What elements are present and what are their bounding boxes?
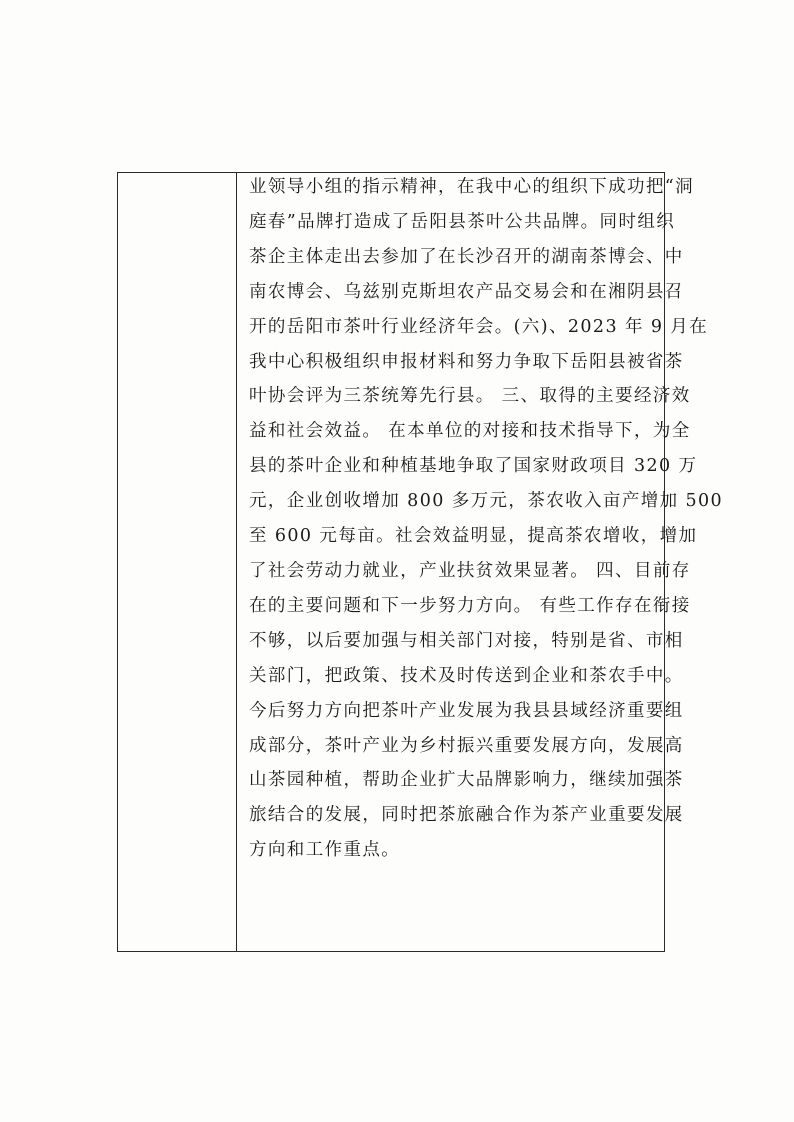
text-line: 开的岳阳市茶叶行业经济年会。(六)、2023 年 9 月在 [249,316,709,337]
text-line: 县的茶叶企业和种植基地争取了国家财政项目 320 万 [249,456,698,477]
text-line: 今后努力方向把茶叶产业发展为我县县域经济重要组 [249,700,684,721]
text-line: 旅结合的发展，同时把茶旅融合作为茶产业重要发展 [249,805,684,826]
column-divider [236,172,237,952]
text-line: 至 600 元每亩。社会效益明显，提高茶农增收，增加 [249,526,698,547]
text-line: 叶协会评为三茶统筹先行县。 三、取得的主要经济效 [249,386,691,407]
text-line: 关部门，把政策、技术及时传送到企业和茶农手中。 [249,665,684,686]
text-line: 益和社会效益。 在本单位的对接和技术指导下，为全 [249,421,691,442]
text-line: 不够，以后要加强与相关部门对接，特别是省、市相 [249,630,684,651]
left-label-cell [118,173,235,951]
content-cell [249,170,724,868]
text-line: 方向和工作重点。 [249,840,401,861]
text-line: 元，企业创收增加 800 多万元，茶农收入亩产增加 500 [249,491,724,512]
text-line: 山茶园种植，帮助企业扩大品牌影响力，继续加强茶 [249,770,684,791]
text-line: 成部分，茶叶产业为乡村振兴重要发展方向，发展高 [249,735,684,756]
text-line: 了社会劳动力就业，产业扶贫效果显著。 四、目前存 [249,560,691,581]
text-line: 庭春”品牌打造成了岳阳县茶叶公共品牌。同时组织 [249,211,676,232]
text-line: 南农博会、乌兹别克斯坦农产品交易会和在湘阴县召 [249,281,684,302]
text-line: 我中心积极组织申报材料和努力争取下岳阳县被省茶 [249,351,684,372]
text-line: 在的主要问题和下一步努力方向。 有些工作存在衔接 [249,595,691,616]
text-line: 茶企主体走出去参加了在长沙召开的湖南茶博会、中 [249,246,684,267]
text-line: 业领导小组的指示精神，在我中心的组织下成功把“洞 [249,177,695,197]
